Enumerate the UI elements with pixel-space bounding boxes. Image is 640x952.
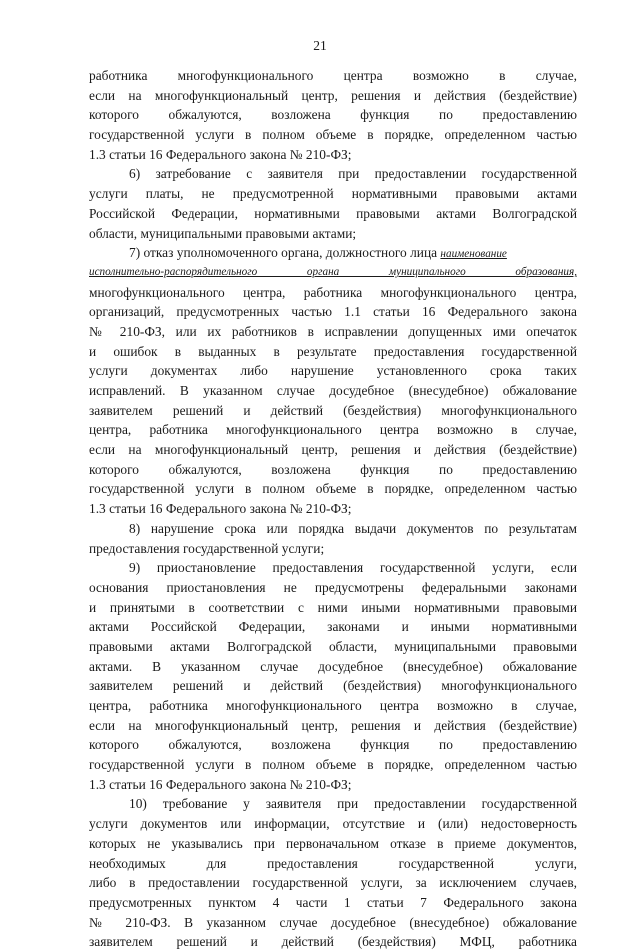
text-line: государственной услуги в полном объеме в порядке, определенном частью (89, 481, 577, 497)
text-line: 1.3 статьи 16 Федерального закона № 210-ФЗ; (89, 776, 352, 792)
text-line: если на многофункциональный центр, решения и действия (бездействие) (89, 442, 577, 458)
page-number: 21 (313, 38, 327, 53)
text-line: услуги платы, не предусмотренной нормативными правовыми актами (89, 186, 577, 202)
text-line: актами Российской Федерации, законами и иными нормативными (89, 619, 577, 635)
text-line: заявителем решений и действий (бездействия) многофункционального (89, 678, 577, 694)
text-line: предусмотренных пунктом 4 части 1 статьи 7 Федерального закона (89, 894, 577, 910)
text-line: услуги документах либо нарушение установленного срока таких (89, 363, 577, 379)
text-line-lead: 7) отказ уполномоченного органа, должностного лица (129, 245, 441, 261)
text-line: государственной услуги в полном объеме в порядке, определенном частью (89, 127, 577, 143)
text-line: услуги документов или информации, отсутствие и (или) недостоверность (89, 816, 577, 832)
text-line: актами. В указанном случае досудебное (внесудебное) обжалование (89, 658, 577, 674)
text-line: 1.3 статьи 16 Федерального закона № 210-ФЗ; (89, 501, 352, 517)
text-line: № 210-ФЗ, или их работников в исправлении допущенных ими опечаток (89, 323, 577, 339)
text-line: исполнительно-распорядительного органа муниципального образования, (89, 265, 577, 278)
text-line: 1.3 статьи 16 Федерального закона № 210-ФЗ; (89, 146, 352, 162)
text-line: работника многофункционального центра возможно в случае, (89, 68, 577, 83)
body-text (89, 66, 577, 952)
text-line: 6) затребование с заявителя при предоставлении государственной (129, 166, 577, 182)
text-line: государственной услуги в полном объеме в порядке, определенном частью (89, 757, 577, 773)
text-line: основания приостановления не предусмотрены федеральными законами (89, 579, 577, 595)
text-line (89, 243, 577, 263)
text-line: многофункционального центра, работника многофункционального центра, (89, 284, 577, 300)
text-line: № 210-ФЗ. В указанном случае досудебное (внесудебное) обжалование (89, 914, 577, 930)
text-line: если на многофункциональный центр, решения и действия (бездействие) (89, 717, 577, 733)
text-line: заявителем решений и действий (бездействия) многофункционального (89, 402, 577, 418)
text-line: которого обжалуются, возложена функция по предоставлению (89, 107, 577, 123)
handwritten-insert: наименование (440, 248, 507, 261)
text-line: исправлений. В указанном случае досудебное (внесудебное) обжалование (89, 383, 577, 398)
text-line: предоставления государственной услуги; (89, 540, 325, 556)
text-line: 10) требование у заявителя при предоставлении государственной (129, 796, 577, 812)
text-line: заявителем решений и действий (бездействия) МФЦ, работника (89, 934, 577, 950)
text-line: 9) приостановление предоставления государственной услуги, если (129, 560, 577, 576)
text-line: либо в предоставлении государственной услуги, за исключением случаев, (89, 875, 577, 891)
text-line: и принятыми в соответствии с ними иными нормативными правовыми (89, 599, 577, 615)
text-line: центра, работника многофункционального центра возможно в случае, (89, 422, 577, 438)
text-line: 8) нарушение срока или порядка выдачи документов по результатам (129, 520, 577, 536)
text-line: необходимых для предоставления государственной услуги, (89, 855, 577, 871)
text-line: если на многофункциональный центр, решения и действия (бездействие) (89, 87, 577, 103)
text-line: которых не указывались при первоначальном отказе в приеме документов, (89, 835, 577, 851)
text-line: области, муниципальными правовыми актами; (89, 225, 357, 241)
text-line: организаций, предусмотренных частью 1.1 статьи 16 Федерального закона (89, 304, 577, 320)
text-line: которого обжалуются, возложена функция по предоставлению (89, 737, 577, 753)
text-line: правовыми актами Волгоградской области, муниципальными правовыми (89, 638, 577, 654)
text-line: центра, работника многофункционального центра возможно в случае, (89, 698, 577, 713)
text-line: которого обжалуются, возложена функция по предоставлению (89, 461, 577, 477)
text-line: и ошибок в выданных в результате предоставления государственной (89, 343, 577, 359)
text-line: Российской Федерации, нормативными правовыми актами Волгоградской (89, 205, 577, 221)
